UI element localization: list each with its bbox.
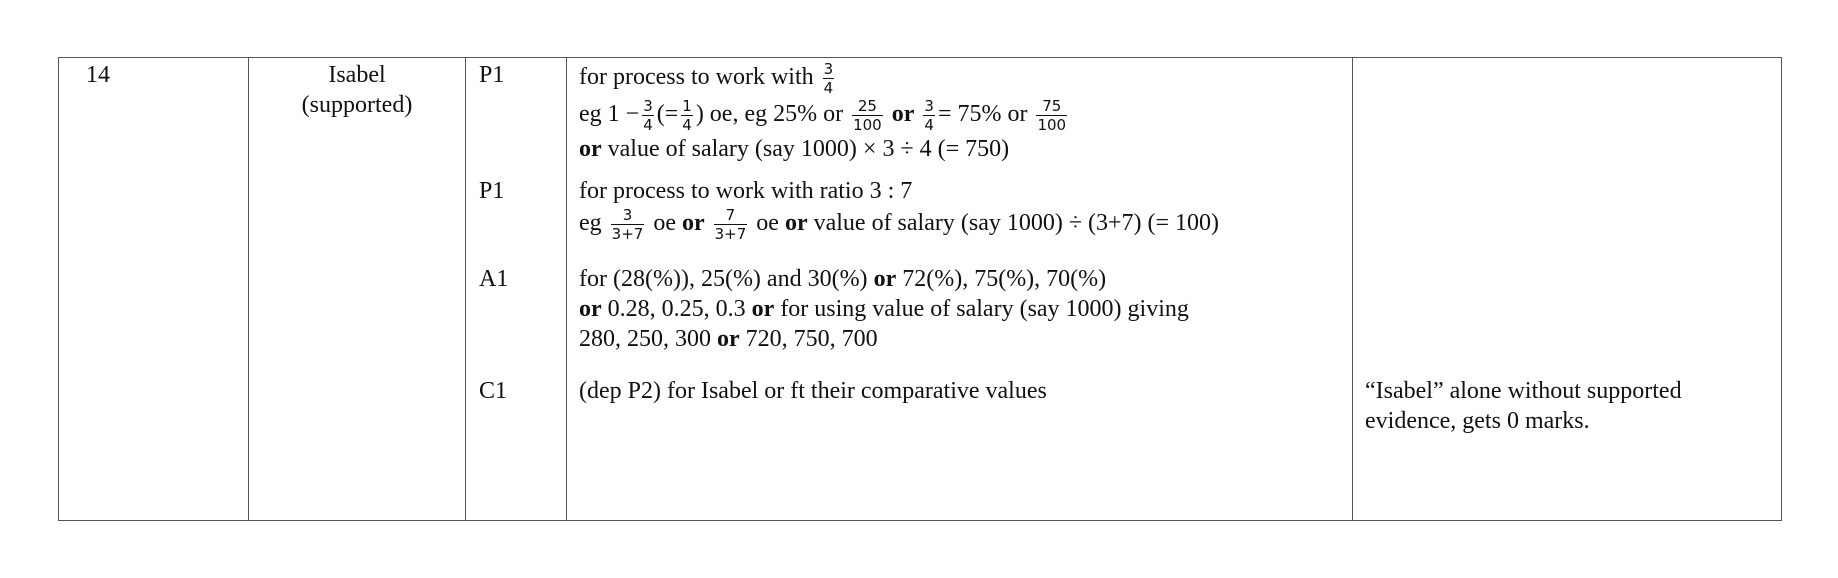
fraction-numerator: 3 [924, 97, 934, 115]
p1-first-notes [579, 60, 1352, 164]
or-keyword: or [873, 266, 897, 292]
a1-decimals: 0.28, 0.25, 0.3 [607, 296, 746, 322]
a1-values: 280, 250, 300 [579, 326, 711, 352]
or-keyword: or [891, 101, 915, 128]
p1-second-line2 [579, 206, 1352, 243]
fraction-denominator: 4 [823, 79, 834, 97]
p1-second-eg: eg [579, 210, 602, 237]
mark-c1: C1 [479, 378, 508, 404]
a1-percentages: for (28(%)), 25(%) and 30(%) [579, 266, 868, 292]
a1-salary-method: for using value of salary (say 1000) giving [780, 296, 1189, 322]
fraction-denominator: 4 [682, 116, 692, 134]
mark-notes-cell [567, 58, 1353, 521]
or-keyword: or [717, 326, 740, 352]
a1-complement-values: 720, 750, 700 [745, 326, 878, 352]
fraction-numerator: 3 [643, 97, 653, 115]
p1-first-75: = 75% or [937, 101, 1028, 128]
fraction-three-quarters [642, 97, 654, 134]
question-number-cell [59, 58, 249, 521]
fraction-denominator: 100 [853, 116, 882, 134]
a1-complement-percentages: 72(%), 75(%), 70(%) [902, 266, 1107, 292]
fraction-numerator: 1 [682, 97, 692, 115]
answer-cell [249, 58, 466, 521]
fraction-three-quarters [923, 97, 935, 134]
p1-second-salary-method: value of salary (say 1000) ÷ (3+7) (= 100) [813, 210, 1220, 237]
answer-text: Isabel [328, 62, 386, 88]
mark-p1-second: P1 [479, 178, 505, 204]
a1-line3 [579, 324, 1352, 354]
mark-scheme-sheet [58, 57, 1782, 521]
fraction-three-quarters [823, 60, 835, 97]
fraction-25-100 [852, 97, 883, 134]
fraction-denominator: 4 [643, 116, 653, 134]
or-keyword: or [579, 136, 602, 162]
mark-p1-first: P1 [479, 62, 505, 88]
mark-a1: A1 [479, 266, 509, 292]
p1-first-eg: eg 1 − [579, 101, 640, 128]
guidance-line1: “Isabel” alone without supported [1365, 378, 1682, 404]
fraction-3-over-3plus7 [611, 206, 645, 243]
fraction-one-quarter [681, 97, 693, 134]
fraction-numerator: 75 [1036, 97, 1067, 116]
table-row [59, 58, 1782, 521]
fraction-numerator: 7 [714, 206, 748, 225]
c1-text: (dep P2) for Isabel or ft their comparative values [579, 378, 1047, 404]
p1-first-equals: (= [656, 101, 679, 128]
fraction-denominator: 3+7 [611, 225, 644, 243]
oe-text: oe [653, 210, 676, 237]
mark-cell [466, 58, 567, 521]
or-keyword: or [751, 296, 775, 322]
fraction-7-over-3plus7 [714, 206, 748, 243]
a1-line1 [579, 264, 1352, 294]
fraction-75-100 [1036, 97, 1067, 134]
answer-qualifier: (supported) [301, 92, 413, 118]
additional-guidance-cell [1353, 58, 1782, 521]
fraction-numerator: 3 [611, 206, 645, 225]
fraction-numerator: 3 [823, 60, 834, 78]
or-keyword: or [784, 210, 808, 237]
fraction-denominator: 100 [1037, 116, 1067, 134]
p1-first-oe: ) oe, eg 25% or [695, 101, 844, 128]
oe-text: oe [756, 210, 779, 237]
a1-notes [579, 264, 1352, 354]
p1-first-text: for process to work with [579, 64, 814, 91]
p1-first-line2 [579, 97, 1352, 134]
p1-first-line3 [579, 134, 1352, 164]
fraction-denominator: 4 [924, 116, 934, 134]
a1-line2 [579, 294, 1352, 324]
guidance-line2: evidence, gets 0 marks. [1365, 408, 1590, 434]
or-keyword: or [681, 210, 705, 237]
fraction-numerator: 25 [852, 97, 883, 116]
p1-first-salary-method: value of salary (say 1000) × 3 ÷ 4 (= 750) [607, 136, 1010, 162]
or-keyword: or [579, 296, 602, 322]
p1-first-line1 [579, 60, 1352, 97]
p1-second-line1: for process to work with ratio 3 : 7 [579, 178, 913, 204]
fraction-denominator: 3+7 [714, 225, 747, 243]
mark-scheme-table [58, 57, 1782, 521]
c1-notes [579, 376, 1352, 406]
p1-second-notes [579, 176, 1352, 243]
c1-guidance [1365, 376, 1781, 436]
question-number: 14 [86, 62, 110, 88]
